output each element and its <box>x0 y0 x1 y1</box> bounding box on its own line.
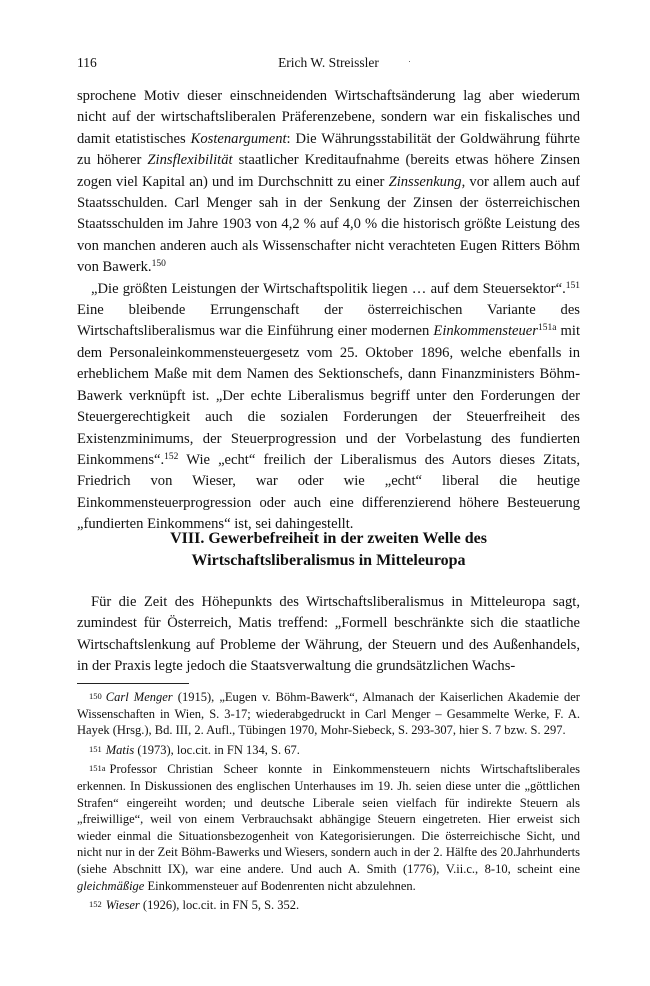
footnote-ref-151[interactable]: 151 <box>565 280 580 291</box>
footnote-ref-152[interactable]: 152 <box>164 451 179 462</box>
paragraph-2: „Die größten Leistungen der Wirtschaftspolitik liegen … auf dem Steuersektor“.$^{151}$ Eine bleibende Errungenschaft der österreichischen Variante des Wirtschaftsliberalismus war die Einführung einer modernen Einkommensteuer$^{151a}$ mit dem Personaleinkommensteuergesetz vom 25. Oktober 1896, welche ebenfalls in erheblichem Maße mit dem Namen des Sektionschefs, dann Finanzministers Böhm-Bawerk verknüpft ist. „Der echte Liberalismus begriff unter den Forderungen der Steuergerechtigkeit auch die sozialen Forderungen der Steuerfreiheit des Existenzminimums, der Steuerprogression und der Vorbelastung des fundierten Einkommens“.$^{152}$ Wie „echt“ freilich der Liberalismus des Autors dieses Zitats, Friedrich von Wieser, war oder wie „echt“ liberal die heutige Einkommensteuerprogression oder auch eine differenzierend höhere Besteuerung „fundierten Einkommens“ ist, sei dahingestellt. <box>77 280 581 533</box>
footnote-150: 150 Carl Menger (1915), „Eugen v. Böhm-Bawerk“, Almanach der Kaiserlichen Akademie der Wissenschaften in Wien, S. 3-17; wiederabgedruckt in Carl Menger – Gesammelte Werke, F. A. Hayek (Hrsg.), Bd. III, 2. Aufl., Tübingen 1970, Mohr-Siebeck, S. 293-307, hier S. 7 bzw. S. 297. <box>77 690 580 738</box>
footnote-152: 152 Wieser (1926), loc.cit. in FN 5, S. 352. <box>89 898 300 913</box>
scan-speck <box>409 61 410 62</box>
paragraph-1: sprochene Motiv dieser einschneidenden Wirtschaftsänderung lag aber wiederum nicht auf der wirtschaftsliberalen Präferenzebene, sondern war ein fiskalisches und damit etatistisches Kostenargument: Die Währungsstabilität der Goldwährung führte zu höherer Zinsflexibilität staatlicher Kreditaufnahme (bereits etwas höhere Zinsen zogen viel Kapital an) und im Durchschnitt zu einer Zinssenkung, vor allem auch auf Staatsschulden. Carl Menger sah in der Senkung der Zinsen der österreichischen Staatsschulden im Jahre 1903 von 4,2 % auf 4,0 % die historisch größte Leistung des von manchen anderen auch als Wissenschafter nicht verachteten Eugen Ritters Böhm von Bawerk.$^{150}$ <box>77 88 580 276</box>
section-heading: VIII. Gewerbefreiheit in der zweiten Welle des Wirtschaftsliberalismus in Mitteleuropa <box>170 530 487 569</box>
paragraph-3: Für die Zeit des Höhepunkts des Wirtschaftsliberalismus in Mitteleuropa sagt, zumindest für Österreich, Matis treffend: „Formell beschränkte sich die staatliche Wirtschaftslenkung auf Probleme der Währung, der Steuern und des Außenhandels, in der Praxis legte jedoch die Staatsverwaltung die grundsätzlichen Wachs- <box>77 594 580 675</box>
footnote-151: 151 Matis (1973), loc.cit. in FN 134, S. 67. <box>89 742 300 757</box>
footnote-divider <box>77 683 189 684</box>
page-number: 116 <box>77 55 97 70</box>
main-text <box>77 86 580 536</box>
footnotes <box>77 688 580 916</box>
section-text <box>77 592 580 678</box>
running-head: Erich W. Streissler <box>278 55 379 70</box>
footnote-151a: 151a Professor Christian Scheer konnte in Einkommensteuern nichts Wirtschaftsliberales erkennen. In Diskussionen des englischen Unterhauses im 19. Jh. seien diese unter die „göttlichen Strafen“ eingereiht worden; und deutsche Liberale seien vielfach für indirekte Steuern als „freiwillige“, weil von einem Verbrauchsakt abhängige Steuern eingetreten. Hier erweist sich wieder einmal die Situationsbezogenheit von Kategorisierungen. Die österreichische Sicht, und nicht nur in der Zeit Böhm-Bawerks und Wiesers, sondern auch in der 2. Hälfte des 20.Jahrhunderts (siehe Abschnitt IX), war eine andere. Und auch A. Smith (1776), V.ii.c., 8-10, scheint eine gleichmäßige Einkommensteuer auf Bodenrenten nicht abzulehnen. <box>77 762 580 893</box>
footnote-ref-150[interactable]: 150 <box>151 259 166 270</box>
footnote-ref-151a[interactable]: 151a <box>537 323 557 334</box>
